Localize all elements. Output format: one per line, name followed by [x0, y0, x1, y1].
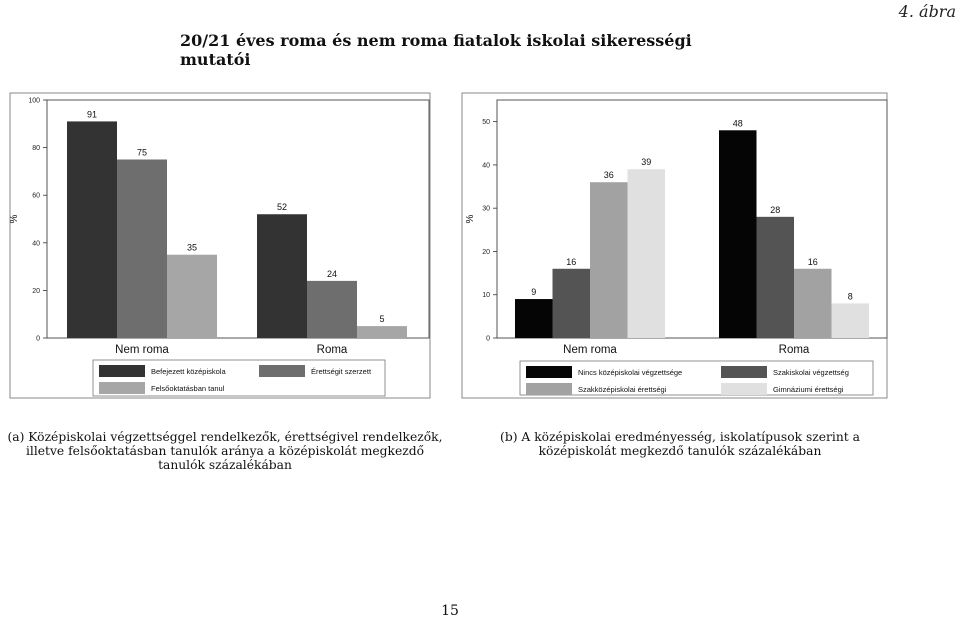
y-tick-label: 100 — [28, 97, 40, 105]
bar — [307, 281, 357, 338]
legend-swatch — [99, 382, 145, 394]
legend-swatch — [721, 383, 767, 395]
bar — [757, 217, 795, 338]
legend-entry: Befejezett középiskola — [151, 367, 226, 376]
y-axis-label: % — [465, 214, 476, 224]
page-number: 15 — [441, 603, 459, 619]
bar — [515, 299, 553, 338]
y-tick-label: 30 — [482, 205, 490, 213]
category-label: Nem roma — [115, 344, 169, 356]
y-tick-label: 40 — [482, 162, 490, 170]
category-label: Roma — [778, 344, 810, 356]
bar-value-label: 5 — [379, 314, 385, 325]
legend-swatch — [259, 365, 305, 377]
y-tick-label: 0 — [36, 335, 40, 343]
bar — [832, 303, 870, 338]
bar — [117, 160, 167, 339]
legend-swatch — [526, 383, 572, 395]
y-tick-label: 40 — [32, 240, 40, 248]
bar-value-label: 24 — [326, 268, 338, 279]
figure-label: 4. ábra — [898, 2, 956, 21]
bar — [794, 269, 832, 338]
y-tick-label: 80 — [32, 145, 40, 153]
bar — [167, 255, 217, 338]
category-label: Nem roma — [563, 344, 617, 356]
bar — [67, 121, 117, 338]
y-tick-label: 10 — [482, 292, 490, 300]
bar-value-label: 16 — [807, 256, 818, 267]
bar — [628, 169, 666, 338]
legend-swatch — [526, 366, 572, 378]
y-tick-label: 60 — [32, 192, 40, 200]
bar-value-label: 36 — [603, 170, 614, 181]
category-label: Roma — [316, 344, 348, 356]
legend-swatch — [99, 365, 145, 377]
y-tick-label: 50 — [482, 119, 490, 127]
legend-swatch — [721, 366, 767, 378]
figure-title: 20/21 éves roma és nem roma fiatalok iskolai sikerességi mutatói — [180, 31, 692, 69]
bar — [719, 130, 757, 338]
chart-a — [10, 88, 450, 403]
legend-entry: Szakközépiskolai érettségi — [578, 385, 667, 394]
bar — [257, 214, 307, 338]
bar-value-label: 39 — [641, 157, 652, 168]
bar-value-label: 9 — [531, 287, 537, 298]
bar-value-label: 75 — [136, 147, 148, 158]
legend-entry: Érettségit szerzett — [311, 367, 372, 376]
bar-value-label: 35 — [186, 242, 198, 253]
bar-value-label: 16 — [566, 256, 577, 267]
y-tick-label: 0 — [486, 335, 490, 343]
y-tick-label: 20 — [32, 287, 40, 295]
bar-value-label: 28 — [770, 204, 781, 215]
caption-b: (b) A középiskolai eredményesség, iskolatípusok szerint a középiskolát megkezdő tanulók százalékában — [500, 430, 860, 458]
bar-value-label: 91 — [86, 109, 98, 120]
caption-a: (a) Középiskolai végzettséggel rendelkezők, érettségivel rendelkezők, illetve felsőoktatásban tanulók aránya a középiskolát megkezdő tanulók százalékában — [7, 430, 443, 472]
bar — [357, 326, 407, 338]
legend-entry: Szakiskolai végzettség — [773, 368, 849, 377]
bar — [553, 269, 591, 338]
legend-entry: Gimnáziumi érettségi — [773, 385, 844, 394]
y-axis-label: % — [9, 214, 20, 224]
legend-entry: Felsőoktatásban tanul — [151, 384, 225, 393]
bar-value-label: 48 — [732, 118, 743, 129]
bar-value-label: 52 — [276, 202, 288, 213]
y-tick-label: 20 — [482, 248, 490, 256]
chart-b — [462, 88, 892, 403]
bar-value-label: 8 — [847, 291, 853, 302]
legend-entry: Nincs középiskolai végzettsége — [578, 368, 683, 377]
bar — [590, 182, 628, 338]
